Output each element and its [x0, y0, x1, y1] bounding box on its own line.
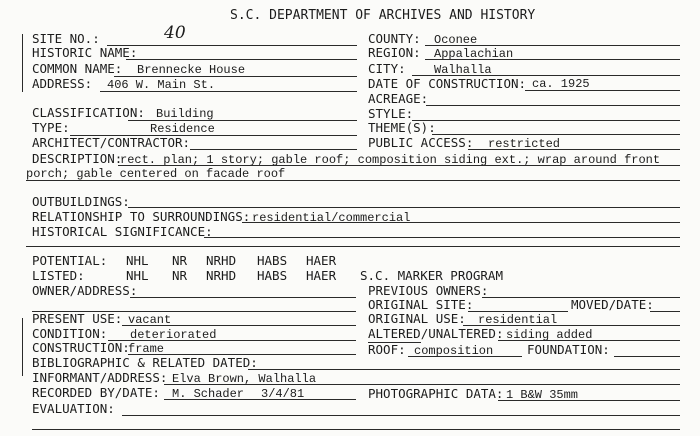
marker-program-label: S.C. MARKER PROGRAM [360, 268, 503, 283]
style-line [412, 120, 680, 121]
original-site-label: ORIGINAL SITE: [368, 297, 474, 312]
public-access-line [468, 149, 680, 150]
city-label: CITY: [368, 61, 406, 76]
altered-label [368, 327, 503, 341]
listed-habs: HABS [257, 268, 288, 283]
address-line [100, 91, 357, 92]
architect-line [190, 149, 357, 150]
relationship-line [242, 222, 680, 223]
historic-name-line [126, 59, 357, 60]
photographic-label: PHOTOGRAPHIC DATA: [368, 386, 504, 401]
owner-address-label: OWNER/ADDRESS: [32, 283, 138, 298]
common-name-line [114, 76, 357, 77]
photographic-line [498, 400, 680, 401]
county-label: COUNTY: [368, 31, 421, 46]
roof-line [408, 356, 522, 357]
recorded-by-line [164, 399, 356, 400]
margin-bar-top [22, 34, 23, 92]
historic-name-label: HISTORIC NAME: [32, 45, 138, 60]
public-access-label: PUBLIC ACCESS: [368, 135, 474, 150]
margin-bar-bottom [22, 318, 23, 376]
present-use-line [122, 325, 356, 326]
foundation-label: FOUNDATION: [527, 342, 610, 357]
potential-nrhd: NRHD [206, 253, 237, 268]
informant-line [164, 384, 680, 385]
relationship-value: residential/commercial [252, 211, 411, 225]
present-use-label: PRESENT USE: [32, 311, 123, 326]
listed-nrhd: NRHD [206, 268, 237, 283]
informant-value: Elva Brown, Walhalla [172, 372, 317, 386]
date-of-construction-value: ca. 1925 [532, 77, 590, 91]
outbuildings-line [128, 207, 680, 208]
altered-line [498, 340, 680, 341]
architect-label: ARCHITECT/CONTRACTOR: [32, 135, 191, 150]
description-label: DESCRIPTION: [32, 151, 123, 166]
construction-value: frame [128, 342, 165, 356]
region-label: REGION: [368, 45, 421, 60]
bibliographic-label: BIBLIOGRAPHIC & RELATED DATED: [32, 355, 258, 370]
listed-nhl: NHL [126, 268, 149, 283]
potential-nr: NR [172, 253, 188, 268]
acreage-label: ACREAGE: [368, 91, 429, 106]
historical-significance-line [204, 237, 680, 238]
roof-label: ROOF: [368, 342, 406, 357]
listed-nr: NR [172, 268, 188, 283]
acreage-line [426, 105, 680, 106]
county-value: Oconee [434, 33, 478, 47]
section-divider [26, 246, 680, 247]
relationship-label: RELATIONSHIP TO SURROUNDINGS: [32, 209, 251, 224]
site-no-line [107, 45, 357, 46]
condition-line [108, 340, 356, 341]
address-value: 406 W. Main St. [107, 78, 216, 92]
potential-habs: HABS [257, 253, 288, 268]
classification-line [128, 120, 357, 121]
public-access-value: restricted [488, 137, 561, 151]
listed-label: LISTED: [32, 268, 85, 283]
date-of-construction-label: DATE OF CONSTRUCTION: [368, 76, 527, 91]
outbuildings-label: OUTBUILDINGS: [32, 194, 130, 209]
site-no-value: 40 [164, 23, 186, 43]
bibliographic-line [248, 369, 680, 370]
common-name-value: Brennecke House [137, 63, 246, 77]
common-name-label: COMMON NAME: [32, 61, 123, 76]
previous-owners-label: PREVIOUS OWNERS: [368, 283, 489, 298]
potential-label: POTENTIAL: [32, 253, 108, 268]
description-line-2: porch; gable centered on facade roof [26, 167, 286, 181]
city-value: Walhalla [434, 63, 492, 77]
recorded-date-value: 3/4/81 [261, 387, 305, 401]
site-no-label: SITE NO.: [32, 31, 100, 46]
themes-label: THEME(S): [368, 120, 436, 135]
condition-label: CONDITION: [32, 326, 108, 341]
description-underline-1 [118, 165, 680, 166]
type-value: Residence [150, 122, 215, 136]
address-label: ADDRESS: [32, 76, 93, 91]
moved-date-line [650, 311, 680, 312]
original-site-line [468, 311, 568, 312]
evaluation-label: EVALUATION: [32, 401, 115, 416]
listed-haer: HAER [306, 268, 337, 283]
altered-word: ALTERED [368, 326, 421, 341]
altered-value: siding added [506, 328, 593, 342]
condition-value: deteriorated [130, 328, 217, 342]
classification-label: CLASSIFICATION: [32, 105, 145, 120]
recorded-by-value: M. Schader [172, 387, 245, 401]
owner-address-line [130, 297, 356, 298]
region-value: Appalachian [434, 47, 514, 61]
informant-label: INFORMANT/ADDRESS: [32, 370, 168, 385]
construction-label: CONSTRUCTION: [32, 340, 130, 355]
evaluation-line [122, 415, 680, 416]
region-line [425, 59, 680, 60]
county-line [425, 45, 680, 46]
evaluation-line-2 [32, 429, 680, 430]
description-underline-2 [26, 180, 680, 181]
date-of-construction-line [525, 90, 680, 91]
type-label: TYPE: [32, 120, 70, 135]
photographic-value: 1 B&W 35mm [506, 388, 579, 402]
original-use-value: residential [478, 313, 558, 327]
description-line-1: rect. plan; 1 story; gable roof; composition siding ext.; wrap around front [120, 153, 661, 167]
present-use-value: vacant [128, 313, 172, 327]
unaltered-word: /UNALTERED: [420, 326, 504, 341]
style-label: STYLE: [368, 106, 414, 121]
recorded-by-label: RECORDED BY/DATE: [32, 385, 160, 400]
original-use-label: ORIGINAL USE: [368, 311, 466, 326]
foundation-line [614, 356, 680, 357]
classification-value: Building [156, 107, 214, 121]
moved-date-label: MOVED/DATE: [571, 297, 654, 312]
potential-nhl: NHL [126, 253, 149, 268]
page-title: S.C. DEPARTMENT OF ARCHIVES AND HISTORY [230, 8, 536, 23]
potential-haer: HAER [306, 253, 337, 268]
roof-value: composition [414, 344, 494, 358]
historical-significance-label: HISTORICAL SIGNIFICANCE: [32, 224, 213, 239]
